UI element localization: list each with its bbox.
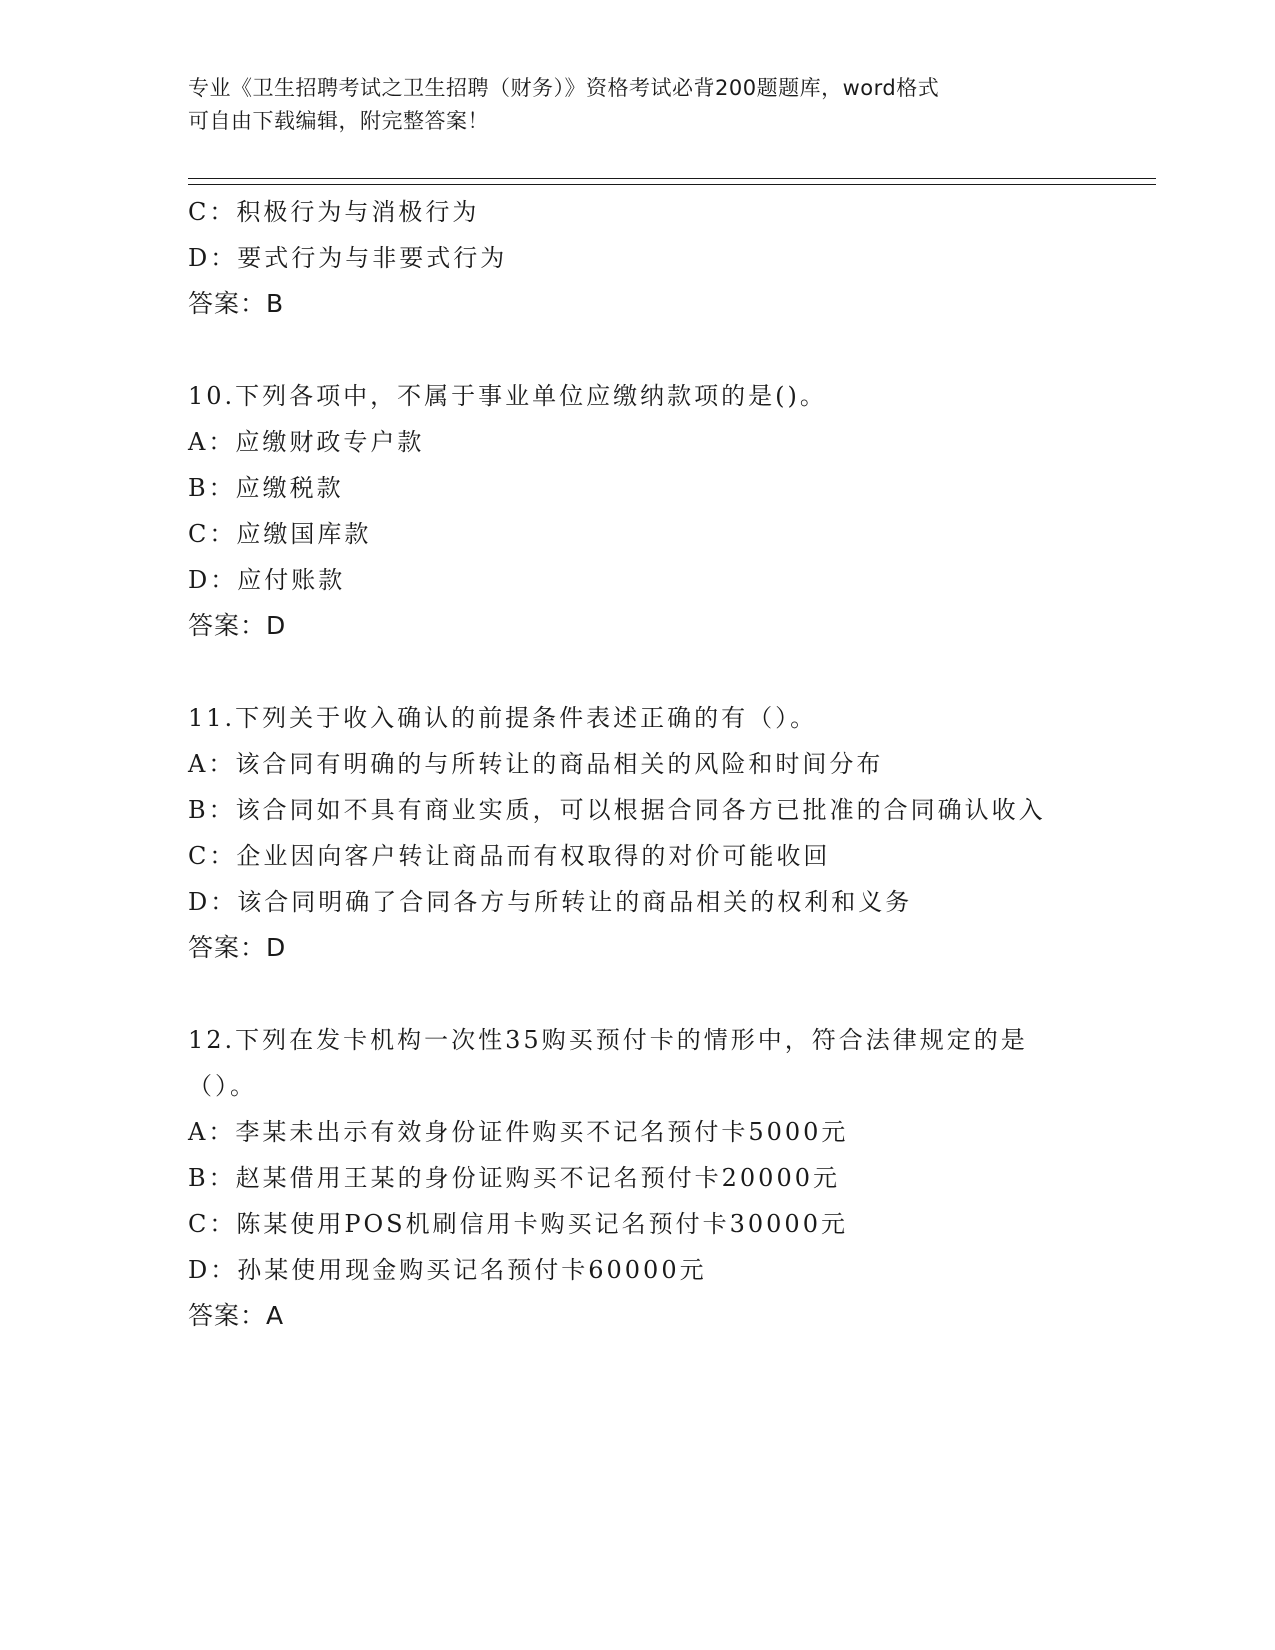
- question-stem: 10.下列各项中，不属于事业单位应缴纳款项的是()。: [188, 382, 827, 410]
- header-divider-bottom: [188, 184, 1156, 185]
- question-12: [188, 1017, 1088, 1339]
- question-stem: 12.下列在发卡机构一次性35购买预付卡的情形中，符合法律规定的是（）。: [188, 1026, 1028, 1100]
- option-d: D：应付账款: [188, 566, 346, 594]
- option-c: C：积极行为与消极行为: [188, 198, 480, 226]
- header-line-1: 专业《卫生招聘考试之卫生招聘（财务）》资格考试必背200题题库，word格式: [188, 76, 940, 100]
- answer-line: 答案：D: [188, 611, 287, 640]
- document-header: [188, 72, 1088, 138]
- option-b: B：该合同如不具有商业实质，可以根据合同各方已批准的合同确认收入: [188, 796, 1046, 824]
- option-d: D：该合同明确了合同各方与所转让的商品相关的权利和义务: [188, 888, 913, 916]
- question-11: [188, 695, 1088, 971]
- question-list: [188, 189, 1088, 1339]
- option-a: A：应缴财政专户款: [188, 428, 425, 456]
- option-b: B：赵某借用王某的身份证购买不记名预付卡20000元: [188, 1164, 840, 1192]
- option-d: D：孙某使用现金购买记名预付卡60000元: [188, 1256, 707, 1284]
- option-a: A：该合同有明确的与所转让的商品相关的风险和时间分布: [188, 750, 884, 778]
- spacer: [188, 971, 1088, 1017]
- option-c: C：应缴国库款: [188, 520, 372, 548]
- answer-line: 答案：B: [188, 289, 285, 318]
- option-a: A：李某未出示有效身份证件购买不记名预付卡5000元: [188, 1118, 849, 1146]
- header-line-2: 可自由下载编辑，附完整答案！: [188, 109, 489, 133]
- option-d: D：要式行为与非要式行为: [188, 244, 508, 272]
- option-b: B：应缴税款: [188, 474, 344, 502]
- question-9-continued: [188, 189, 1088, 327]
- answer-line: 答案：A: [188, 1301, 285, 1330]
- question-10: [188, 373, 1088, 649]
- option-c: C：陈某使用POS机刷信用卡购买记名预付卡30000元: [188, 1210, 848, 1238]
- header-divider-top: [188, 178, 1156, 179]
- spacer: [188, 327, 1088, 373]
- question-stem: 11.下列关于收入确认的前提条件表述正确的有（）。: [188, 704, 818, 732]
- option-c: C：企业因向客户转让商品而有权取得的对价可能收回: [188, 842, 831, 870]
- answer-line: 答案：D: [188, 933, 287, 962]
- spacer: [188, 649, 1088, 695]
